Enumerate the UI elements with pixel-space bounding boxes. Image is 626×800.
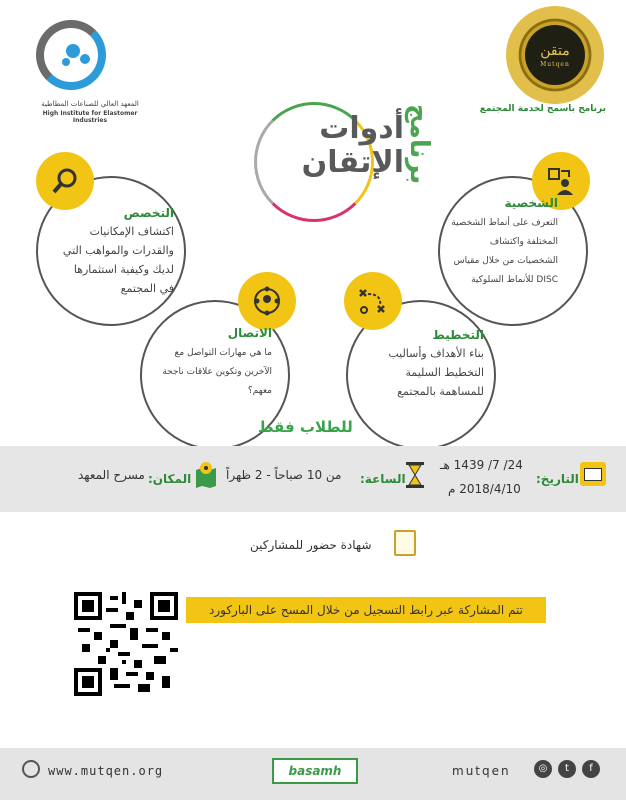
topic-text-planning	[368, 328, 484, 399]
mutqen-logo	[506, 6, 604, 104]
facebook-icon[interactable]: f	[582, 760, 600, 778]
network-icon	[238, 272, 296, 330]
registration-qr-code[interactable]	[74, 592, 178, 696]
strategy-icon	[344, 272, 402, 330]
title-main	[302, 112, 404, 180]
topic-desc: اكتشاف الإمكانيات والقدرات والمواهب التي لديك وكيفية استثمارها في المجتمع	[62, 225, 174, 295]
topic-title: الشخصية	[504, 196, 558, 210]
mutqen-logo-en: Mutqen	[540, 60, 570, 68]
program-label: برنامج باسمح لخدمة المجتمع	[479, 104, 606, 114]
topic-text-personality	[448, 196, 558, 286]
mutqen-logo-ar: متقن	[540, 42, 570, 59]
map-pin-icon	[194, 460, 218, 488]
basamh-logo: basamh	[272, 758, 358, 784]
topic-text-communication	[160, 326, 272, 397]
title-side: برنامج	[404, 104, 434, 185]
place-value: مسرح المعهد	[78, 468, 145, 482]
certificate-text: شهادة حضور للمشاركين	[250, 538, 372, 552]
twitter-icon[interactable]: t	[558, 760, 576, 778]
topic-desc: بناء الأهداف وأساليب التخطيط السليمة للمساهمة بالمجتمع	[388, 347, 484, 398]
place-label: المكان:	[148, 472, 192, 486]
institute-name-ar: المعهد العالي للصناعات المطاطية	[41, 100, 139, 108]
students-only-label: للطلاب فقط	[258, 418, 353, 436]
topic-title: التخطيط	[432, 328, 484, 342]
topic-text-specialization	[62, 206, 174, 296]
title-line-2: الإتقان	[301, 145, 404, 180]
date-hijri: 24/ 7/ 1439 هـ	[440, 458, 523, 472]
institute-name-en: High Institute for Elastomer Industries	[42, 110, 138, 124]
magnifier-icon	[36, 152, 94, 210]
topic-title: التخصص	[123, 206, 174, 220]
hourglass-icon	[406, 462, 424, 488]
certificate-icon	[394, 530, 416, 556]
time-value: من 10 صباحاً - 2 ظهراً	[226, 468, 342, 482]
topic-title: الاتصال	[227, 326, 272, 340]
social-handle: mutqen	[452, 764, 511, 778]
program-title	[214, 94, 434, 234]
time-label: الساعة:	[360, 472, 406, 486]
globe-icon	[22, 760, 40, 778]
date-gregorian: 2018/4/10 م	[448, 482, 521, 496]
institute-logo	[36, 20, 106, 90]
date-label: التاريخ:	[536, 472, 579, 486]
topic-desc: التعرف على أنماط الشخصية المختلفة واكتشاف الشخصيات من خلال مقياس DISC للأنماط السلوكية	[451, 218, 558, 285]
calendar-icon	[580, 462, 606, 486]
topic-desc: ما هي مهارات التواصل مع الآخرين وتكوين علاقات ناجحة معهم؟	[162, 348, 272, 396]
instagram-icon[interactable]: ◎	[534, 760, 552, 778]
title-line-1: أدوات	[319, 111, 404, 146]
registration-instruction: تتم المشاركة عبر رابط التسجيل من خلال المسح على الباركورد	[186, 597, 546, 623]
website-link[interactable]: www.mutqen.org	[48, 764, 164, 778]
